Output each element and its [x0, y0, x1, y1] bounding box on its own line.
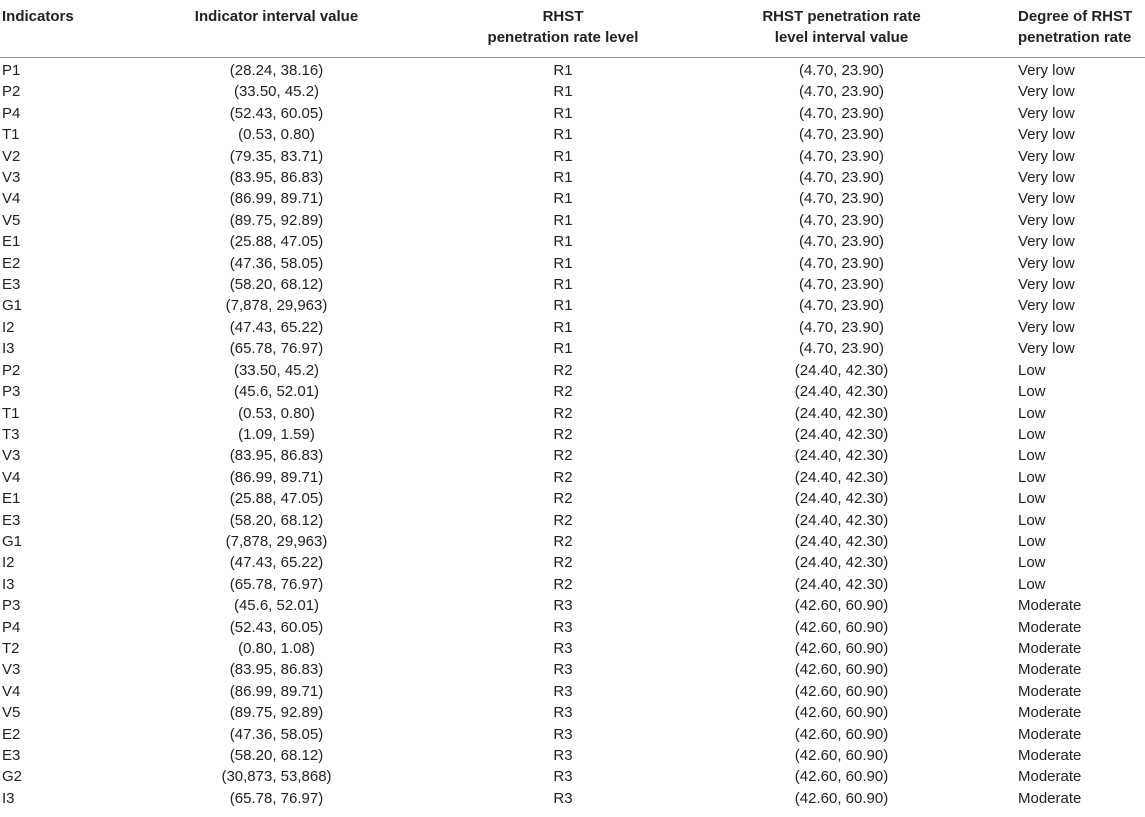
interval-cell: (7,878, 29,963): [225, 532, 328, 550]
indicator-cell: P3: [2, 383, 21, 401]
interval-cell: (33.50, 45.2): [233, 83, 320, 101]
interval-cell: (89.75, 92.89): [229, 211, 324, 229]
degree-cell: Very low: [1018, 126, 1075, 144]
table-row: [0, 488, 1145, 509]
table-row: [0, 638, 1145, 659]
degree-cell: Low: [1018, 404, 1046, 422]
level-interval-cell: (24.40, 42.30): [794, 468, 889, 486]
level-interval-cell: (42.60, 60.90): [794, 704, 889, 722]
level-cell: R1: [553, 211, 573, 229]
level-interval-cell: (42.60, 60.90): [794, 725, 889, 743]
interval-cell: (47.43, 65.22): [229, 554, 324, 572]
indicator-cell: I3: [2, 575, 15, 593]
header-penetration-level-line1: RHST: [542, 8, 584, 25]
indicator-cell: I3: [2, 340, 15, 358]
table-header: [0, 0, 1145, 58]
level-interval-cell: (42.60, 60.90): [794, 597, 889, 615]
degree-cell: Low: [1018, 361, 1046, 379]
degree-cell: Very low: [1018, 190, 1075, 208]
level-interval-cell: (4.70, 23.90): [798, 233, 885, 251]
level-cell: R1: [553, 190, 573, 208]
table-row: [0, 659, 1145, 680]
level-interval-cell: (42.60, 60.90): [794, 618, 889, 636]
level-interval-cell: (4.70, 23.90): [798, 147, 885, 165]
table-row: [0, 424, 1145, 445]
degree-cell: Moderate: [1018, 682, 1082, 700]
level-interval-cell: (4.70, 23.90): [798, 318, 885, 336]
table-row: [0, 146, 1145, 167]
indicator-cell: P2: [2, 361, 21, 379]
degree-cell: Moderate: [1018, 747, 1082, 764]
level-cell: R3: [553, 725, 573, 743]
level-cell: R2: [553, 361, 573, 379]
interval-cell: (89.75, 92.89): [229, 704, 324, 722]
header-row: [0, 0, 1145, 58]
table-row: [0, 58, 1145, 82]
header-penetration-level: [457, 0, 669, 58]
level-cell: R3: [553, 618, 573, 636]
header-level-interval-line1: RHST penetration rate: [762, 8, 921, 25]
table-row: [0, 274, 1145, 295]
indicator-cell: E3: [2, 511, 21, 529]
level-cell: R2: [553, 511, 573, 529]
degree-cell: Low: [1018, 511, 1046, 529]
table-row: [0, 445, 1145, 466]
table-row: [0, 231, 1145, 252]
level-cell: R1: [553, 62, 573, 79]
header-penetration-level-line2: penetration rate level: [487, 29, 639, 46]
interval-cell: (58.20, 68.12): [229, 511, 324, 529]
interval-cell: (83.95, 86.83): [229, 661, 324, 679]
indicator-cell: G1: [2, 532, 23, 550]
header-indicator-interval: [96, 0, 457, 58]
interval-cell: (58.20, 68.12): [229, 276, 324, 294]
level-interval-cell: (24.40, 42.30): [794, 490, 889, 508]
level-cell: R2: [553, 468, 573, 486]
degree-cell: Moderate: [1018, 768, 1082, 786]
level-cell: R1: [553, 318, 573, 336]
level-interval-cell: (4.70, 23.90): [798, 190, 885, 208]
interval-cell: (83.95, 86.83): [229, 169, 324, 187]
table-row: [0, 467, 1145, 488]
degree-cell: Low: [1018, 425, 1046, 443]
degree-cell: Very low: [1018, 62, 1075, 79]
level-cell: R2: [553, 447, 573, 465]
degree-cell: Low: [1018, 490, 1046, 508]
level-cell: R2: [553, 532, 573, 550]
level-cell: R1: [553, 254, 573, 272]
header-degree: [1014, 0, 1145, 58]
level-interval-cell: (24.40, 42.30): [794, 361, 889, 379]
degree-cell: Low: [1018, 468, 1046, 486]
degree-cell: Very low: [1018, 211, 1075, 229]
table-row: [0, 617, 1145, 638]
level-interval-cell: (24.40, 42.30): [794, 425, 889, 443]
table-row: [0, 253, 1145, 274]
table-row: [0, 724, 1145, 745]
degree-cell: Low: [1018, 383, 1046, 401]
interval-cell: (47.36, 58.05): [229, 254, 324, 272]
indicator-cell: E1: [2, 490, 21, 508]
interval-cell: (52.43, 60.05): [229, 104, 324, 122]
indicator-cell: I2: [2, 554, 15, 572]
indicator-cell: E2: [2, 725, 21, 743]
indicator-cell: T2: [2, 639, 20, 657]
interval-cell: (86.99, 89.71): [229, 682, 324, 700]
level-interval-cell: (24.40, 42.30): [794, 554, 889, 572]
level-interval-cell: (4.70, 23.90): [798, 83, 885, 101]
header-degree-line1: Degree of RHST: [1018, 8, 1133, 25]
table-row: [0, 381, 1145, 402]
table-row: [0, 317, 1145, 338]
degree-cell: Very low: [1018, 276, 1075, 294]
level-interval-cell: (4.70, 23.90): [798, 169, 885, 187]
header-degree-line2: penetration rate: [1018, 29, 1132, 46]
level-cell: R3: [553, 747, 573, 764]
degree-cell: Moderate: [1018, 789, 1082, 807]
interval-cell: (45.6, 52.01): [233, 597, 320, 615]
interval-cell: (45.6, 52.01): [233, 383, 320, 401]
interval-cell: (65.78, 76.97): [229, 789, 324, 807]
table-row: [0, 167, 1145, 188]
level-interval-cell: (42.60, 60.90): [794, 682, 889, 700]
level-interval-cell: (4.70, 23.90): [798, 62, 885, 79]
level-interval-cell: (4.70, 23.90): [798, 297, 885, 315]
level-interval-cell: (42.60, 60.90): [794, 789, 889, 807]
interval-cell: (28.24, 38.16): [229, 62, 324, 79]
interval-cell: (25.88, 47.05): [229, 233, 324, 251]
level-cell: R2: [553, 554, 573, 572]
degree-cell: Very low: [1018, 318, 1075, 336]
interval-cell: (25.88, 47.05): [229, 490, 324, 508]
degree-cell: Very low: [1018, 254, 1075, 272]
degree-cell: Very low: [1018, 169, 1075, 187]
level-cell: R1: [553, 297, 573, 315]
table-row: [0, 574, 1145, 595]
header-level-interval: [669, 0, 1014, 58]
degree-cell: Low: [1018, 575, 1046, 593]
degree-cell: Very low: [1018, 104, 1075, 122]
interval-cell: (58.20, 68.12): [229, 747, 324, 764]
table-row: [0, 681, 1145, 702]
level-cell: R3: [553, 661, 573, 679]
level-cell: R3: [553, 639, 573, 657]
level-interval-cell: (24.40, 42.30): [794, 447, 889, 465]
indicator-cell: T3: [2, 425, 20, 443]
interval-cell: (47.43, 65.22): [229, 318, 324, 336]
indicator-cell: V2: [2, 147, 21, 165]
level-cell: R1: [553, 126, 573, 144]
indicator-cell: V5: [2, 704, 21, 722]
level-cell: R1: [553, 104, 573, 122]
degree-cell: Low: [1018, 447, 1046, 465]
level-interval-cell: (4.70, 23.90): [798, 126, 885, 144]
level-interval-cell: (42.60, 60.90): [794, 768, 889, 786]
table-row: [0, 103, 1145, 124]
interval-cell: (7,878, 29,963): [225, 297, 328, 315]
degree-cell: Very low: [1018, 233, 1075, 251]
indicator-cell: V5: [2, 211, 21, 229]
level-cell: R2: [553, 425, 573, 443]
interval-cell: (1.09, 1.59): [238, 425, 315, 443]
table-row: [0, 188, 1145, 209]
indicator-cell: V4: [2, 190, 21, 208]
indicator-cell: T1: [2, 404, 20, 422]
level-cell: R2: [553, 490, 573, 508]
degree-cell: Moderate: [1018, 597, 1082, 615]
indicator-cell: V3: [2, 661, 21, 679]
indicator-cell: P3: [2, 597, 21, 615]
indicator-cell: V4: [2, 468, 21, 486]
level-cell: R1: [553, 340, 573, 358]
degree-cell: Moderate: [1018, 725, 1082, 743]
indicator-cell: I2: [2, 318, 15, 336]
level-cell: R1: [553, 83, 573, 101]
level-interval-cell: (24.40, 42.30): [794, 404, 889, 422]
level-interval-cell: (4.70, 23.90): [798, 340, 885, 358]
table-row: [0, 552, 1145, 573]
indicator-cell: G1: [2, 297, 23, 315]
indicator-cell: E3: [2, 747, 21, 764]
level-cell: R3: [553, 682, 573, 700]
level-interval-cell: (24.40, 42.30): [794, 383, 889, 401]
indicator-cell: E3: [2, 276, 21, 294]
interval-cell: (52.43, 60.05): [229, 618, 324, 636]
header-indicators-text: Indicators: [2, 8, 74, 25]
table-row: [0, 510, 1145, 531]
degree-cell: Very low: [1018, 147, 1075, 165]
table-row: [0, 295, 1145, 316]
interval-cell: (86.99, 89.71): [229, 190, 324, 208]
table-row: [0, 702, 1145, 723]
table-row: [0, 403, 1145, 424]
table-row: [0, 595, 1145, 616]
interval-cell: (65.78, 76.97): [229, 575, 324, 593]
interval-cell: (0.80, 1.08): [238, 639, 315, 657]
level-interval-cell: (42.60, 60.90): [794, 747, 889, 764]
level-interval-cell: (4.70, 23.90): [798, 254, 885, 272]
indicator-cell: P4: [2, 618, 21, 636]
indicator-cell: E1: [2, 233, 21, 251]
level-cell: R2: [553, 404, 573, 422]
indicator-cell: G2: [2, 768, 23, 786]
level-cell: R1: [553, 169, 573, 187]
interval-cell: (86.99, 89.71): [229, 468, 324, 486]
interval-cell: (33.50, 45.2): [233, 361, 320, 379]
interval-cell: (65.78, 76.97): [229, 340, 324, 358]
table-row: [0, 788, 1145, 809]
table-row: [0, 766, 1145, 787]
degree-cell: Moderate: [1018, 704, 1082, 722]
degree-cell: Very low: [1018, 297, 1075, 315]
level-cell: R1: [553, 276, 573, 294]
degree-cell: Very low: [1018, 83, 1075, 101]
indicator-cell: E2: [2, 254, 21, 272]
interval-cell: (0.53, 0.80): [238, 404, 315, 422]
degree-cell: Low: [1018, 532, 1046, 550]
header-indicators: [0, 0, 96, 58]
level-cell: R1: [553, 147, 573, 165]
table-row: [0, 210, 1145, 231]
indicator-cell: T1: [2, 126, 20, 144]
indicator-cell: V3: [2, 447, 21, 465]
level-interval-cell: (24.40, 42.30): [794, 532, 889, 550]
level-interval-cell: (4.70, 23.90): [798, 104, 885, 122]
interval-cell: (83.95, 86.83): [229, 447, 324, 465]
header-indicator-interval-text: Indicator interval value: [194, 8, 359, 25]
indicator-cell: V3: [2, 169, 21, 187]
level-cell: R3: [553, 704, 573, 722]
level-cell: R3: [553, 789, 573, 807]
level-interval-cell: (4.70, 23.90): [798, 211, 885, 229]
degree-cell: Moderate: [1018, 618, 1082, 636]
indicator-cell: P1: [2, 62, 21, 79]
indicator-cell: I3: [2, 789, 15, 807]
level-interval-cell: (42.60, 60.90): [794, 639, 889, 657]
degree-cell: Moderate: [1018, 661, 1082, 679]
table-row: [0, 531, 1145, 552]
level-cell: R2: [553, 383, 573, 401]
interval-cell: (30,873, 53,868): [221, 768, 332, 786]
table-row: [0, 81, 1145, 102]
table-body: [0, 58, 1145, 810]
header-level-interval-line2: level interval value: [774, 29, 909, 46]
level-cell: R2: [553, 575, 573, 593]
interval-cell: (0.53, 0.80): [238, 126, 315, 144]
level-cell: R3: [553, 768, 573, 786]
level-interval-cell: (42.60, 60.90): [794, 661, 889, 679]
level-cell: R3: [553, 597, 573, 615]
level-interval-cell: (24.40, 42.30): [794, 575, 889, 593]
table-row: [0, 124, 1145, 145]
table-row: [0, 360, 1145, 381]
level-interval-cell: (24.40, 42.30): [794, 511, 889, 529]
indicator-cell: P4: [2, 104, 21, 122]
table-row: [0, 745, 1145, 766]
level-interval-cell: (4.70, 23.90): [798, 276, 885, 294]
degree-cell: Low: [1018, 554, 1046, 572]
interval-cell: (79.35, 83.71): [229, 147, 324, 165]
interval-cell: (47.36, 58.05): [229, 725, 324, 743]
level-cell: R1: [553, 233, 573, 251]
table-row: [0, 338, 1145, 359]
indicator-cell: P2: [2, 83, 21, 101]
indicator-cell: V4: [2, 682, 21, 700]
degree-cell: Moderate: [1018, 639, 1082, 657]
degree-cell: Very low: [1018, 340, 1075, 358]
